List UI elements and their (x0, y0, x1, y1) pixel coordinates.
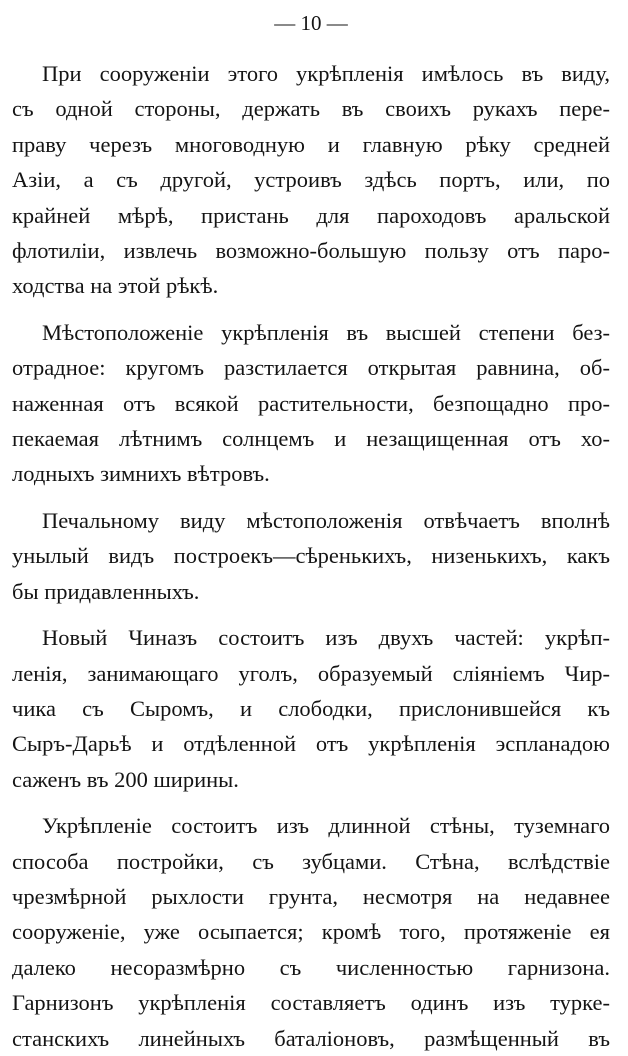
text-line: станскихъ линейныхъ баталіоновъ, размѣщенный въ (12, 1025, 610, 1051)
text-line: съ одной стороны, держать въ своихъ рукахъ пере- (12, 96, 610, 122)
text-line: пекаемая лѣтнимъ солнцемъ и незащищенная отъ хо- (12, 426, 610, 452)
paragraph (12, 315, 610, 492)
paragraph (12, 503, 610, 609)
text-line: далеко несоразмѣрно съ численностью гарнизона. (12, 954, 610, 980)
text-line: сооруженіе, уже осыпается; кромѣ того, протяженіе ея (12, 919, 610, 945)
text-line: Гарнизонъ укрѣпленія составляетъ одинъ изъ турке- (12, 990, 610, 1016)
text-line: ходства на этой рѣкѣ. (12, 273, 219, 299)
body-text (12, 56, 610, 1056)
text-line: крайней мѣрѣ, пристань для пароходовъ аральской (12, 202, 610, 228)
page-number: — 10 — (274, 11, 348, 35)
text-line: способа постройки, съ зубцами. Стѣна, вслѣдствіе (12, 848, 610, 874)
paragraph (12, 56, 610, 304)
paragraph (12, 808, 610, 1056)
text-line: чрезмѣрной рыхлости грунта, несмотря на недавнее (12, 883, 610, 909)
text-line: ленія, занимающаго уголъ, образуемый сліяніемъ Чир- (12, 660, 610, 686)
text-line: Укрѣпленіе состоитъ изъ длинной стѣны, туземнаго (42, 813, 610, 839)
text-line: наженная отъ всякой растительности, безпощадно про- (12, 390, 610, 416)
text-line: лодныхъ зимнихъ вѣтровъ. (12, 461, 270, 487)
text-line: флотиліи, извлечь возможно-большую пользу отъ паро- (12, 238, 610, 264)
text-line: При сооруженіи этого укрѣпленія имѣлось въ виду, (42, 61, 610, 86)
text-line: унылый видъ построекъ—сѣренькихъ, низенькихъ, какъ (12, 543, 610, 569)
text-line: саженъ въ 200 ширины. (12, 766, 239, 792)
text-line: Сыръ-Дарьѣ и отдѣленной отъ укрѣпленія эспланадою (12, 731, 610, 757)
text-line: Печальному виду мѣстоположенія отвѣчаетъ вполнѣ (42, 507, 610, 533)
text-line: Азіи, а съ другой, устроивъ здѣсь портъ, или, по (12, 167, 610, 193)
text-line: чика съ Сыромъ, и слободки, прислонившейся къ (12, 695, 610, 721)
text-line: Новый Чиназъ состоитъ изъ двухъ частей: укрѣп- (42, 625, 610, 651)
text-line: отрадное: кругомъ разстилается открытая равнина, об- (12, 355, 610, 381)
text-line: Мѣстоположеніе укрѣпленія въ высшей степени без- (42, 319, 610, 345)
paragraph (12, 620, 610, 797)
text-line: бы придавленныхъ. (12, 578, 200, 604)
text-line: праву черезъ многоводную и главную рѣку средней (12, 131, 610, 157)
